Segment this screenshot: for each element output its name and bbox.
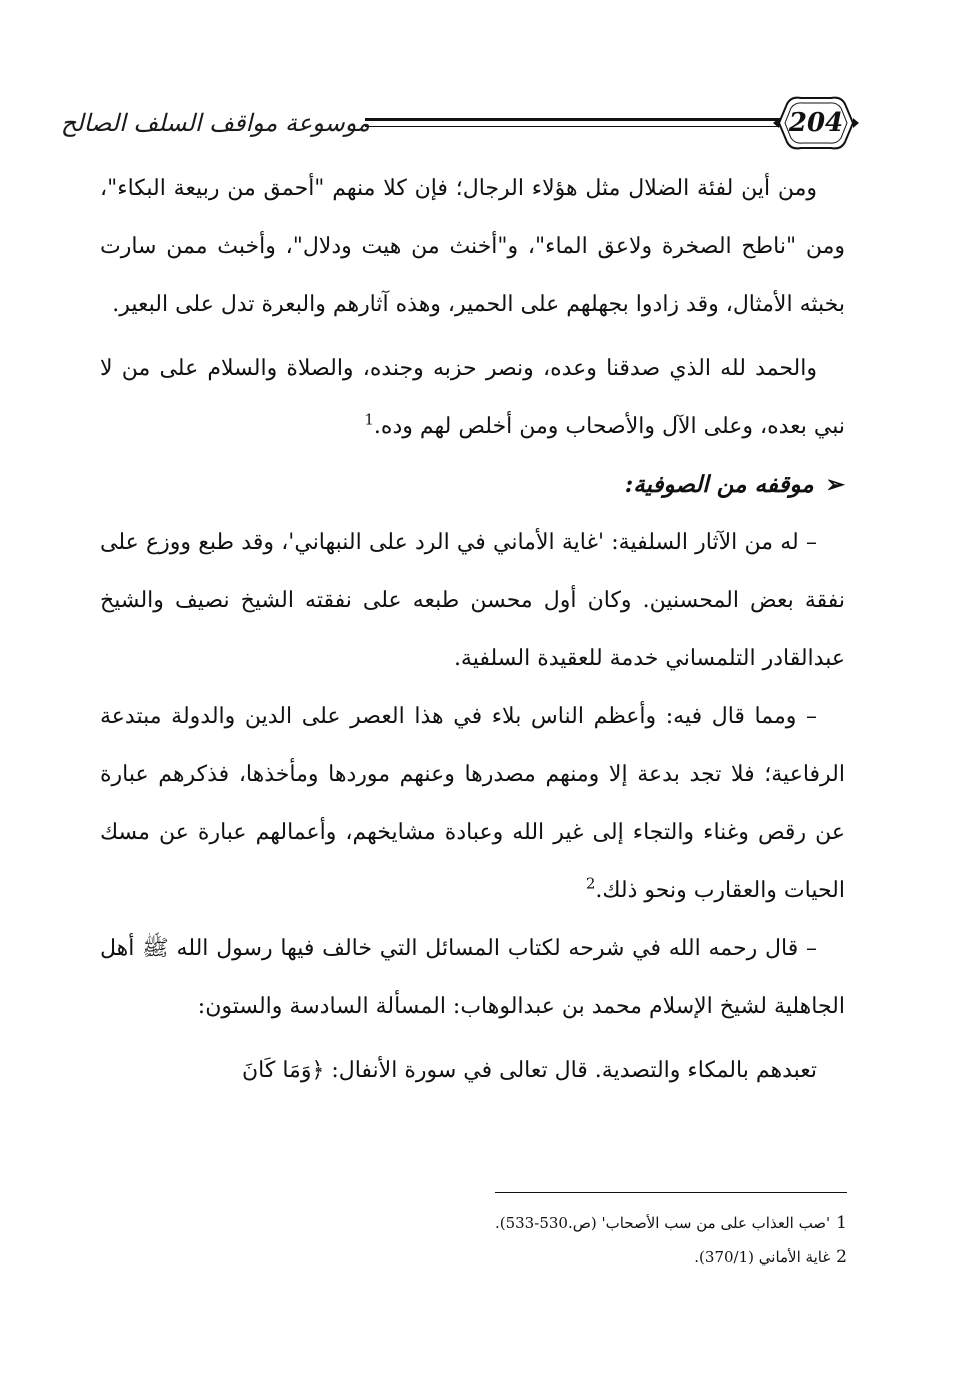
section-heading — [100, 456, 845, 514]
page-number-badge — [771, 92, 861, 154]
footnote-text: غاية الأماني (370/1). — [694, 1248, 831, 1266]
footnote-ref-2[interactable]: 2 — [585, 874, 596, 893]
paragraph-2-text: والحمد لله الذي صدقنا وعده، ونصر حزبه وجنده، والصلاة والسلام على من لا نبي بعده، وعلى الآل والأصحاب ومن أخلص لهم وده. — [100, 356, 845, 439]
page-number: 204 — [788, 108, 844, 138]
paragraph-1: ومن أين لفئة الضلال مثل هؤلاء الرجال؛ فإن كلا منهم "أحمق من ربيعة البكاء"، ومن "ناطح الصخرة ولاعق الماء"، و"أخنث من هيت ودلال"، وأخبث ممن سارت بخبثه الأمثال، وقد زادوا بجهلهم على الحمير، وهذه آثارهم والبعرة تدل على البعير. — [100, 176, 846, 317]
footnote-separator — [495, 1192, 847, 1193]
paragraph-4-text: – ومما قال فيه: وأعظم الناس بلاء في هذا العصر على الدين والدولة مبتدعة الرفاعية؛ فلا تجد بدعة إلا ومنهم مصدرها وعنهم موردها ومأخذها، فذكرهم عبارة عن رقص وغناء والتجاء إلى غير الله وعبادة مشايخهم، وأعمالهم عبارة عن مسك الحيات والعقارب ونحو ذلك. — [100, 704, 845, 903]
footnote-ref-1[interactable]: 1 — [364, 410, 374, 429]
paragraph-2 — [100, 340, 845, 456]
series-title: موسوعة مواقف السلف الصالح — [60, 109, 370, 137]
main-text — [100, 160, 845, 1100]
footnote-text: 'صب العذاب على من سب الأصحاب' (ص.530-533). — [494, 1214, 831, 1232]
section-heading-text: موقفه من الصوفية: — [624, 471, 814, 498]
footnote-number: 1 — [836, 1213, 847, 1233]
paragraph-3: – له من الآثار السلفية: 'غاية الأماني في الرد على النبهاني'، وقد طبع ووزع على نفقة بعض المحسنين. وكان أول محسن طبعه على نفقته الشيخ نصيف والشيخ عبدالقادر التلمساني خدمة للعقيدة السلفية. — [100, 530, 845, 671]
paragraph-6: تعبدهم بالمكاء والتصدية. قال تعالى في سورة الأنفال: ﴿وَمَا كَانَ — [242, 1058, 817, 1083]
arrow-bullet-icon: ➢ — [825, 471, 845, 498]
footnotes — [400, 1206, 847, 1274]
header-rule — [365, 118, 783, 127]
page-header — [60, 92, 865, 156]
footnote-2 — [400, 1240, 847, 1274]
footnote-1 — [400, 1206, 847, 1240]
footnote-number: 2 — [836, 1247, 847, 1267]
paragraph-5: – قال رحمه الله في شرحه لكتاب المسائل التي خالف فيها رسول الله ﷺ أهل الجاهلية لشيخ الإسلام محمد بن عبدالوهاب: المسألة السادسة والستون: — [100, 936, 845, 1019]
paragraph-4 — [100, 688, 845, 920]
